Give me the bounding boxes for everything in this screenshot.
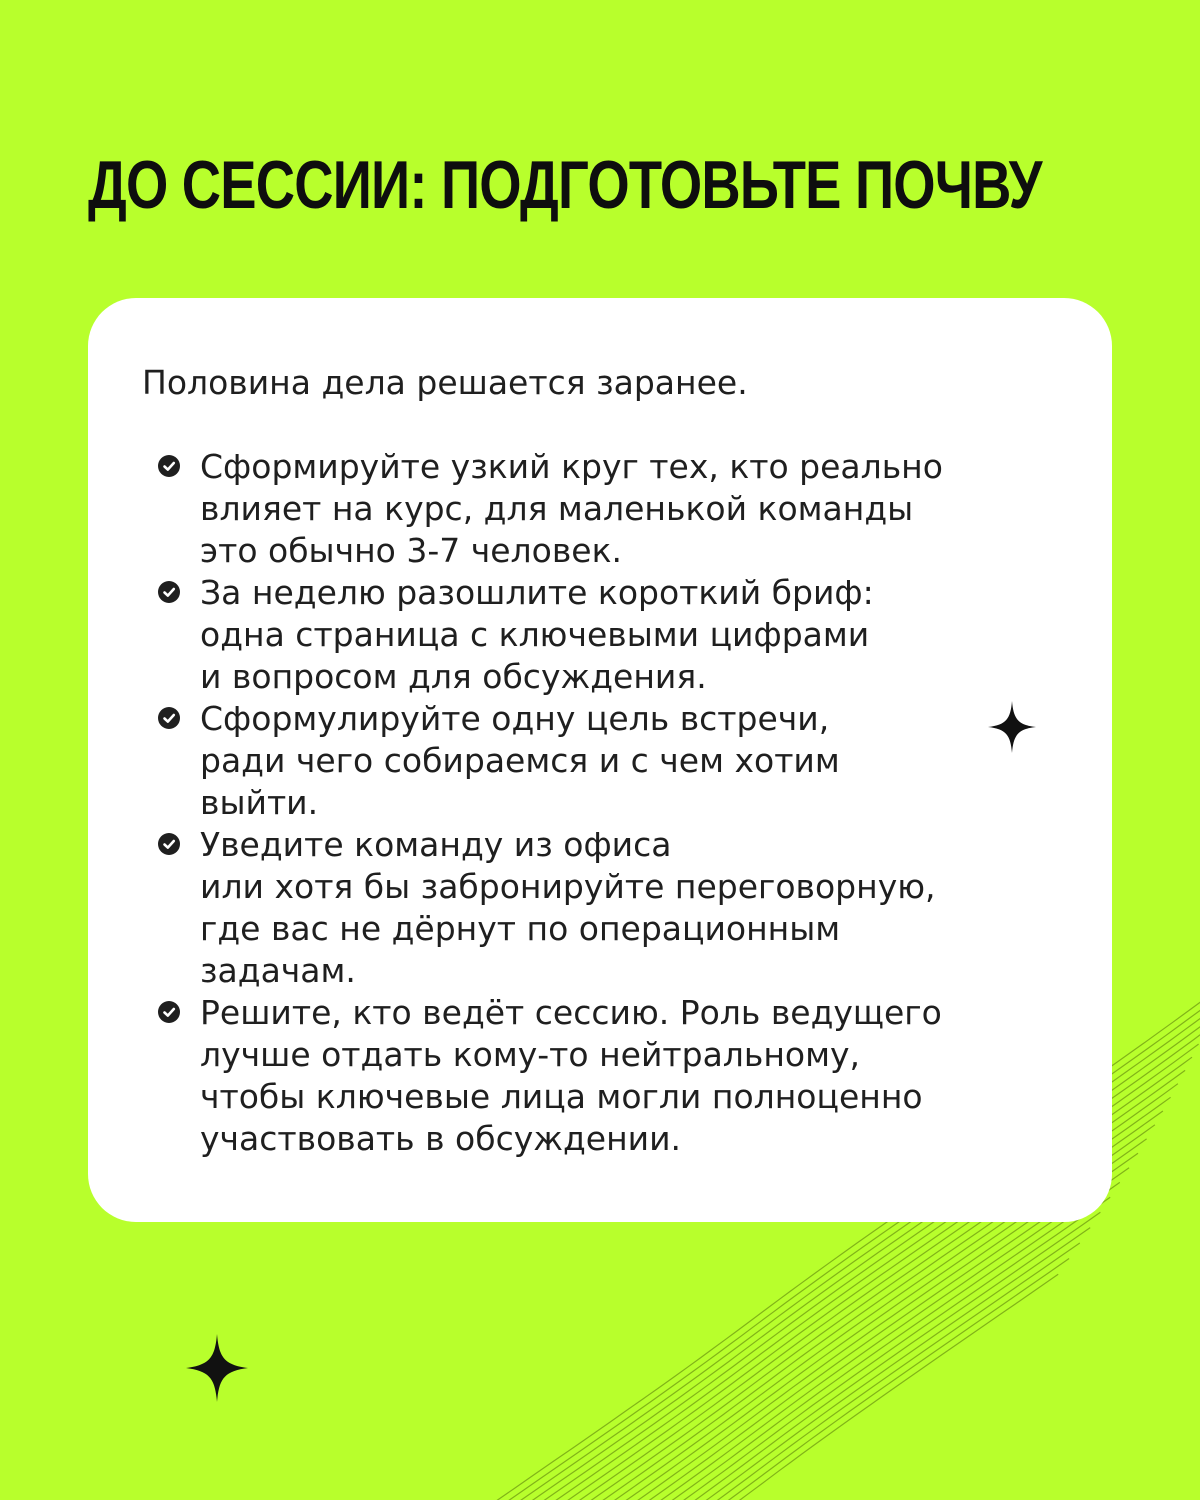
check-circle-icon [158,581,180,603]
content-card [88,298,1112,1222]
list-item [158,698,1058,824]
page-title: ДО СЕССИИ: ПОДГОТОВЬТЕ ПОЧВУ [88,147,1042,223]
sparkle-icon [988,701,1036,753]
check-circle-icon [158,707,180,729]
list-item [158,572,1058,698]
list-item-text: Сформируйте узкий круг тех, кто реально влияет на курс, для маленькой команды это обычно 3-7 человек. [200,447,943,570]
wave-line [310,1212,1100,1500]
wave-line [298,1243,1080,1500]
wave-line [292,1259,1070,1500]
list-item-text: Уведите команду из офиса или хотя бы забронируйте переговорную, где вас не дёрнут по операционным задачам. [200,825,936,990]
list-item [158,992,1058,1160]
check-circle-icon [158,1001,180,1023]
check-circle-icon [158,833,180,855]
wave-line [323,1182,1120,1500]
check-circle-icon [158,455,180,477]
checklist [158,446,1058,1160]
list-item [158,824,1058,992]
list-item-text: За неделю разошлите короткий бриф: одна страница с ключевыми цифрами и вопросом для обсуждения. [200,573,874,696]
list-item-text: Решите, кто ведёт сессию. Роль ведущего лучше отдать кому-то нейтральному, чтобы ключевые лица могли полноценно участвовать в обсуждении. [200,993,942,1158]
sparkle-icon [186,1334,248,1402]
list-item-text: Сформулируйте одну цель встречи, ради чего собираемся и с чем хотим выйти. [200,699,840,822]
list-item [158,446,1058,572]
intro-text: Половина дела решается заранее. [142,363,748,402]
